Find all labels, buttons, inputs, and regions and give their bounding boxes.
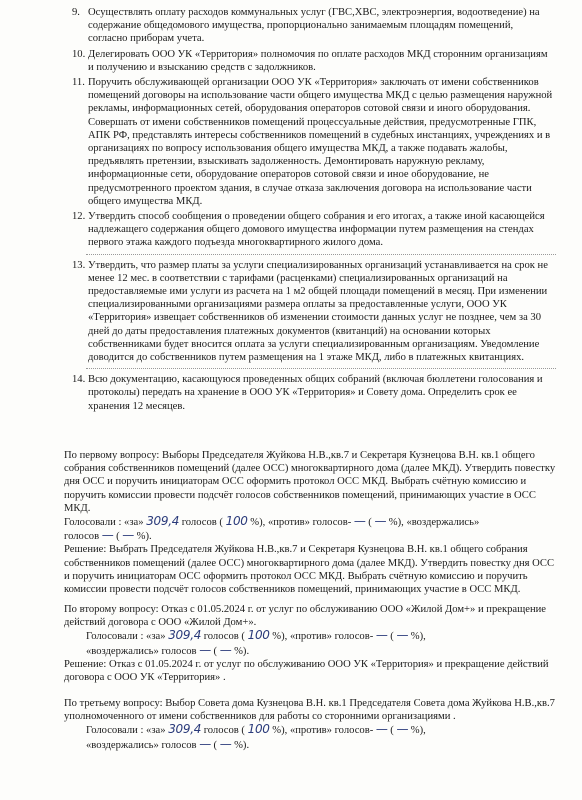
list-item: 14. Всю документацию, касающуюся проведенных общих собраний (включая бюллетени голосования и протоколы) передать на хранение в ООО УК «Территория» и Совету дома. Определить срок ее хранения 12 месяцев. — [72, 373, 554, 413]
vote-line: «воздержались» голосов — ( — %). — [86, 736, 250, 751]
list-item: 13. Утвердить, что размер платы за услуги специализированных организаций устанавливается на срок не менее 12 мес. в соответствии с тарифами (расценками) специализированных организаций на предоставляемые ими услуги из расчета на 1 м2 общей площади помещений в месяц. При изменении специализированными организациями размера оплаты за предоставленные услуги, ООО УК «Территория» извещает собственников об изменении стоимости данных услуг не позднее, чем за 30 дней до даты предоставления платежных документов (квитанций) на основании которых собственниками будет вносится оплата за услуги специализированным организациям. Уведомление доводится до собственников путем размещения на 1 этаже МКД, либо в платежных квитанциях. — [72, 259, 554, 365]
item-text: Осуществлять оплату расходов коммунальных услуг (ГВС,ХВС, электроэнергия, водоотведение) на содержание общедомового имущества, пропорционально занимаемым площадям помещений, согласно приборам учета. — [88, 7, 540, 45]
list-item: 9. Осуществлять оплату расходов коммунальных услуг (ГВС,ХВС, электроэнергия, водоотведение) на содержание общедомового имущества, пропорционально занимаемым площадям помещений, согласно приборам учета. — [72, 6, 554, 46]
list-item: 11. Поручить обслуживающей организации ООО УК «Территория» заключать от имени собственников помещений договоры на использование части общего имущества МКД с целью размещения наружной рекламы, информационных сетей, оборудования операторов сотовой связи и иного оборудования. Совершать от имени собственников помещений процессуальные действия, предусмотренные ГПК, АПК РФ, представлять интересы собственников помещений в судебных инстанциях, учреждениях и в организациях по вопросу использования общего имущества МКД, а также подавать жалобы, предъявлять претензии, взыскивать задолженность. Демонтировать наружную рекламу, информационные сети, оборудование операторов сотовой связи и иное оборудование, не предусмотренного проектом здания, в случае отказа заключения договора на использование части общего имущества МКД. — [72, 77, 553, 207]
item-text: Утвердить способ сообщения о проведении общего собрания и его итогах, а также иной касающейся надлежащего содержания общего домового имущества информации путем размещения на стендах первого этажа каждого подъезда многоквартирного жилого дома. — [88, 211, 545, 249]
resolution-list — [72, 6, 554, 415]
question-3-block — [64, 697, 558, 752]
vote-line: Голосовали : «за» 309,4 голосов ( 100 %), «против» голосов- — ( — %), «воздержались» — [64, 514, 480, 529]
vote-line: Голосовали : «за» 309,4 голосов ( 100 %), «против» голосов- — ( — %), — [86, 722, 426, 737]
question-3-text: По третьему вопросу: Выбор Совета дома Кузнецова В.Н. кв.1 Председателя Совета дома Жуйкова Н.В.,кв.7 уполномоченного от имени собственников для работы со сторонними организациями . — [64, 698, 555, 723]
question-2-block — [64, 603, 558, 684]
item-text: Утвердить, что размер платы за услуги специализированных организаций устанавливается на срок не менее 12 мес. в соответствии с тарифами (расценками) специализированных организаций на предоставляемые ими услуги из расчета на 1 м2 общей площади помещений в месяц. При изменении специализированными организациями размера оплаты за предоставленные услуги, ООО УК «Территория» извещает собственников об изменении стоимости данных услуг не позднее, чем за 30 дней до даты предоставления платежных документов (квитанций) на основании которых собственниками будет вносится оплата за услуги специализированным организациям. Уведомление доводится до собственников путем размещения на 1 этаже МКД, либо в платежных квитанциях. — [88, 259, 548, 364]
handwritten-votes: 309,4 — [146, 514, 180, 529]
item-text: Делегировать ООО УК «Территория» полномочия по оплате расходов МКД сторонним организациям и получению и взысканию средств с задолжников. — [88, 48, 548, 73]
divider — [86, 368, 556, 369]
list-item: 12. Утвердить способ сообщения о проведении общего собрания и его итогах, а также иной касающейся надлежащего содержания общего домового имущества информации путем размещения на стендах первого этажа каждого подъезда многоквартирного жилого дома. — [72, 210, 554, 250]
handwritten-votes: 309,4 — [168, 628, 202, 643]
list-item: 10. Делегировать ООО УК «Территория» полномочия по оплате расходов МКД сторонним организациям и получению и взысканию средств с задолжников. — [72, 48, 554, 74]
question-1-decision: Решение: Выбрать Председателя Жуйкова Н.В.,кв.7 и Секретаря Кузнецова В.Н. кв.1 общего собрания собственников помещений (далее ОСС) многоквартирного дома (далее МКД). Утвердить повестку дня ОСС и поручить инициаторам ОСС оформить протокол ОСС МКД. Выбрать счётную комиссию и поручить комиссии провести подсчёт голосов собственников помещений, принимающих участие в ОСС МКД. — [64, 544, 555, 596]
vote-line: «воздержались» голосов — ( — %). — [86, 642, 250, 657]
vote-line: голосов — ( — %). — [64, 528, 152, 543]
question-1-text: По первому вопросу: Выборы Председателя Жуйкова Н.В.,кв.7 и Секретаря Кузнецова В.Н. кв.1 общего собрания собственников помещений (далее ОСС) многоквартирного дома (далее МКД). Утвердить повестку дня ОСС и поручить инициаторам ОСС оформить протокол ОСС МКД. Выбрать счётную комиссию и поручить комиссии провести подсчёт голосов собственников помещений, принимающих участие в ОСС МКД. — [64, 450, 556, 514]
question-2-decision: Решение: Отказ с 01.05.2024 г. от услуг по обслуживанию ООО УК «Территория» и прекращение действий договора с ООО УК «Территория» . — [64, 658, 549, 684]
divider — [86, 254, 556, 255]
handwritten-percent: 100 — [247, 722, 270, 737]
item-text: Всю документацию, касающуюся проведенных общих собраний (включая бюллетени голосования и протоколы) передать на хранение в ООО УК «Территория» и Совету дома. Определить срок ее хранения 12 месяцев. — [88, 374, 543, 412]
handwritten-votes: 309,4 — [168, 722, 202, 737]
question-2-text: По второму вопросу: Отказ с 01.05.2024 г. от услуг по обслуживанию ООО «Жилой Дом+» и прекращение действий договора с ООО «Жилой Дом+». — [64, 604, 546, 629]
vote-line: Голосовали : «за» 309,4 голосов ( 100 %), «против» голосов- — ( — %), — [86, 628, 426, 643]
question-1-block — [64, 449, 558, 596]
item-text: Поручить обслуживающей организации ООО УК «Территория» заключать от имени собственников помещений договоры на использование части общего имущества МКД с целью размещения наружной рекламы, информационных сетей, оборудования операторов сотовой связи и иного оборудования. Совершать от имени собственников помещений процессуальные действия, предусмотренные ГПК, АПК РФ, представлять интересы собственников помещений в судебных инстанциях, учреждениях и в организациях по вопросу использования общего имущества МКД, а также подавать жалобы, предъявлять претензии, взыскивать задолженность. Демонтировать наружную рекламу, информационные сети, оборудование операторов сотовой связи и иное оборудование, не предусмотренного проектом здания, в случае отказа заключения договора на использование части общего имущества МКД. — [88, 77, 553, 207]
handwritten-percent: 100 — [247, 628, 270, 643]
handwritten-percent: 100 — [225, 514, 248, 529]
